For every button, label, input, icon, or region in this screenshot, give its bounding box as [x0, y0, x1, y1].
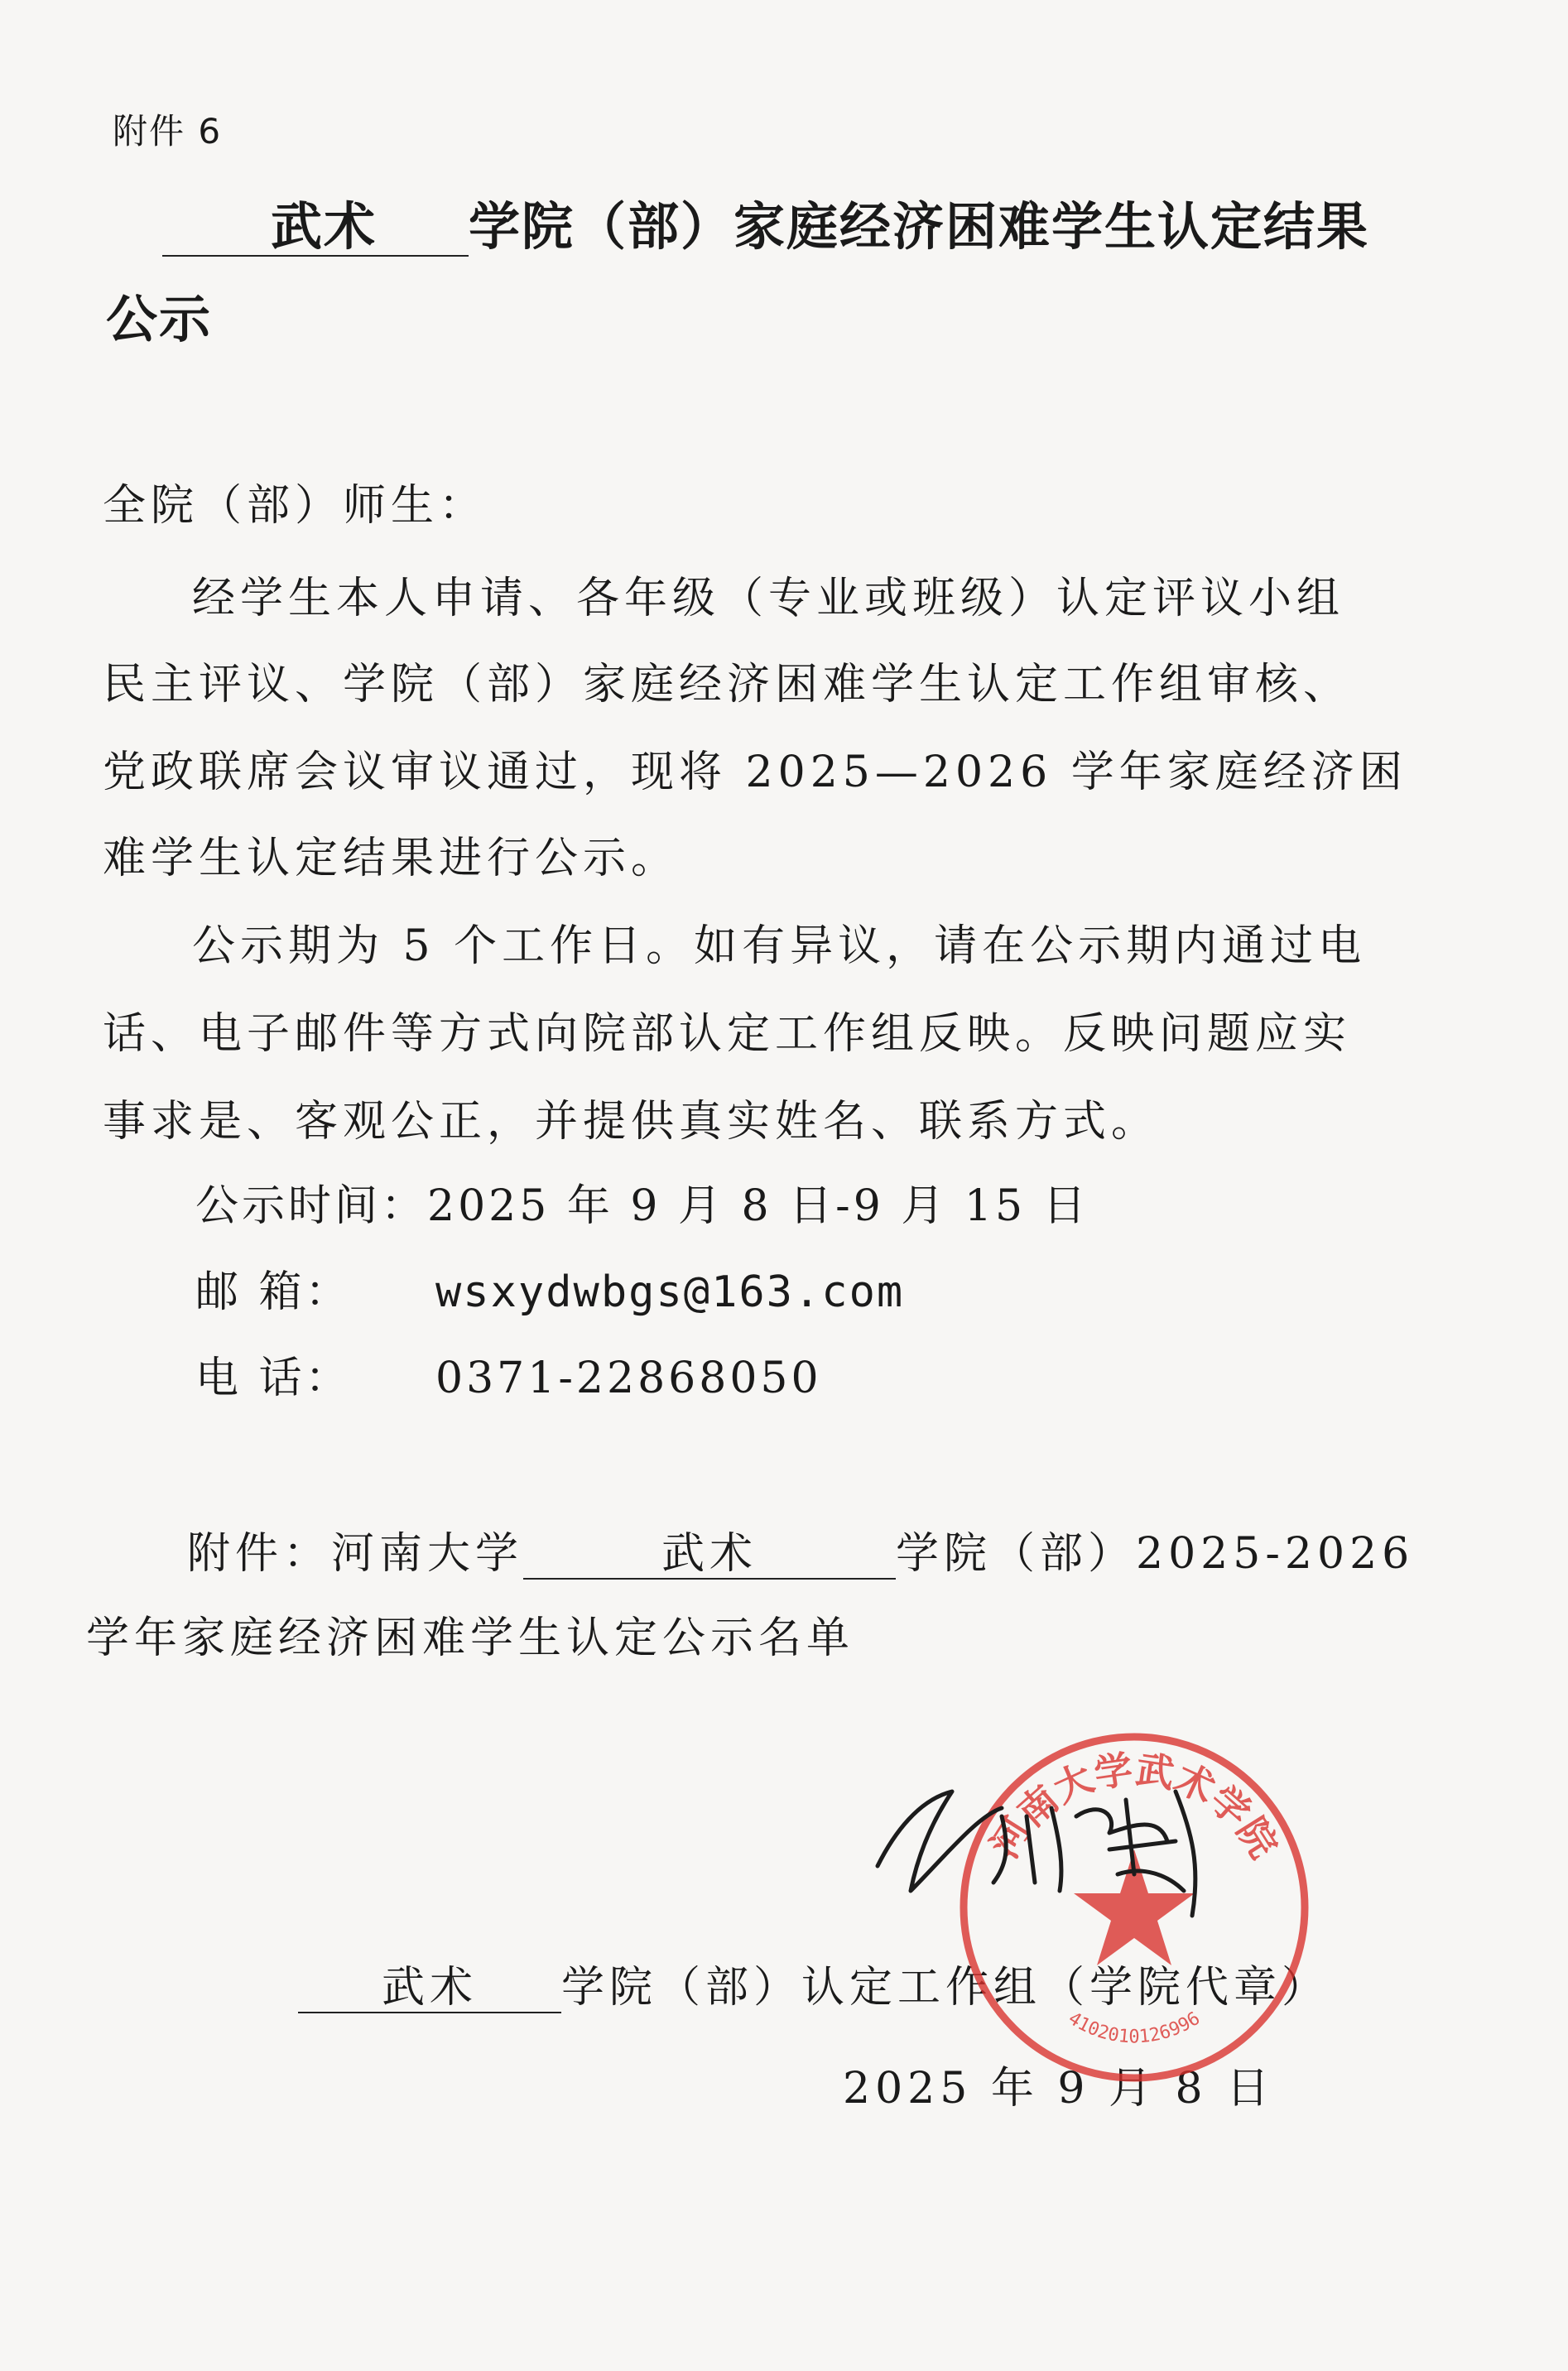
publicity-time-row	[195, 1171, 1089, 1233]
attachment-suffix: 学院（部）2025-2026	[896, 1529, 1415, 1579]
paragraph1-line3: 党政联席会议审议通过，现将 2025—2026 学年家庭经济困	[103, 748, 1407, 797]
publicity-time-value: 2025 年 9 月 8 日-9 月 15 日	[427, 1181, 1089, 1231]
handwritten-signature	[861, 1767, 1225, 1924]
title-rest: 学院（部）家庭经济困难学生认定结果	[469, 196, 1370, 257]
attachment-blank-field	[523, 1531, 896, 1580]
email-row	[195, 1257, 904, 1319]
issuer-unit: 学院（部）认定工作组（学院代章）	[561, 1963, 1330, 2013]
seal-ring-text: 河南大学武术学院	[982, 1746, 1287, 1866]
phone-value: 0371-22868050	[435, 1354, 822, 1403]
email-value: wsxydwbgs@163.com	[435, 1267, 905, 1317]
attachment-line2: 学年家庭经济困难学生认定公示名单	[86, 1614, 855, 1663]
issue-date: 2025 年 9 月 8 日	[843, 2064, 1275, 2114]
issuer-blank-field	[298, 1965, 561, 2013]
paragraph2-line2: 话、电子邮件等方式向院部认定工作组反映。反映问题应实	[103, 1009, 1352, 1059]
seal-code: 4102010126996	[1064, 2008, 1205, 2048]
paragraph2-line1: 公示期为 5 个工作日。如有异议，请在公示期内通过电	[192, 921, 1367, 971]
publicity-time-label: 公示时间：	[195, 1181, 428, 1231]
title-blank-value: 武术	[270, 196, 377, 257]
paragraph1-line4: 难学生认定结果进行公示。	[103, 834, 680, 883]
document-title-line1	[162, 185, 1369, 259]
attachment-number: 附件 6	[113, 111, 223, 151]
attachment-prefix: 附件：河南大学	[187, 1529, 524, 1579]
phone-label: 电 话：	[195, 1354, 352, 1403]
phone-row	[195, 1343, 822, 1405]
document-title-line2: 公示	[106, 289, 213, 349]
paragraph2-line3: 事求是、客观公正，并提供真实姓名、联系方式。	[103, 1097, 1160, 1147]
salutation: 全院（部）师生：	[103, 481, 488, 531]
paragraph1-line2: 民主评议、学院（部）家庭经济困难学生认定工作组审核、	[103, 660, 1352, 709]
email-label: 邮 箱：	[195, 1267, 352, 1317]
paragraph1-line1: 经学生本人申请、各年级（专业或班级）认定评议小组	[192, 574, 1345, 623]
attachment-line1	[187, 1518, 1414, 1580]
title-blank-field	[162, 196, 469, 257]
issuer-blank-value: 武术	[381, 1963, 478, 2013]
attachment-blank-value: 武术	[661, 1529, 758, 1579]
